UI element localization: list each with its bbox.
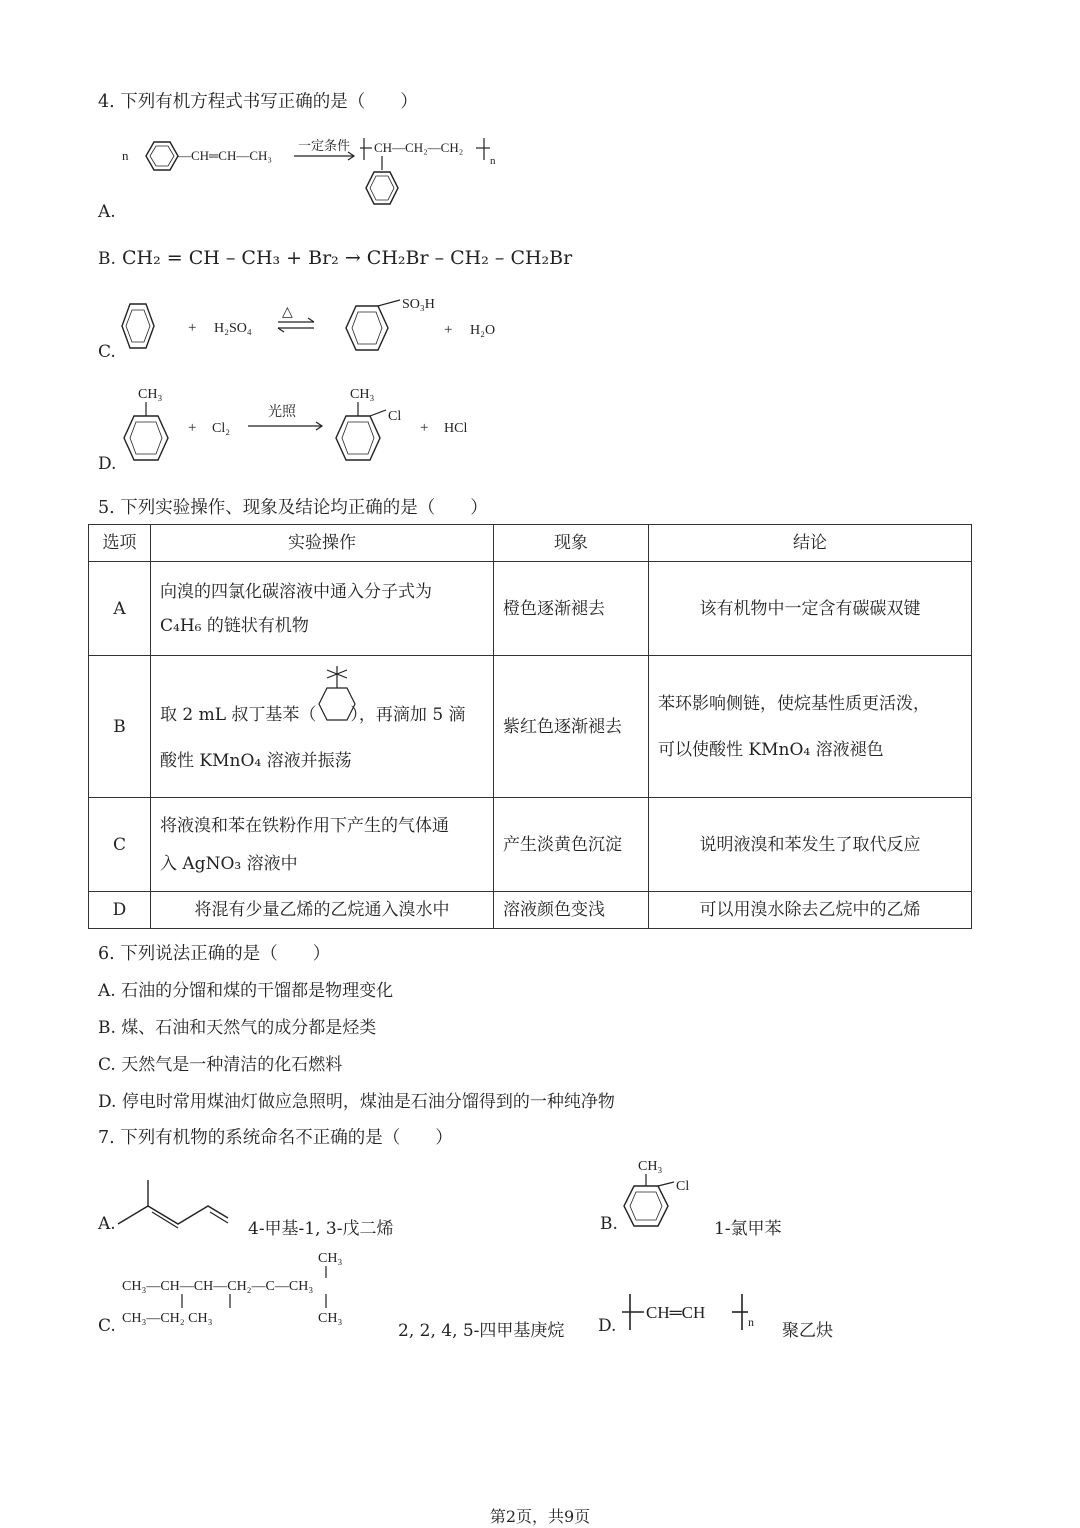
table-row: C 将液溴和苯在铁粉作用下产生的气体通 入 AgNO₃ 溶液中 产生淡黄色沉淀 说明液溴和苯发生了取代反应 bbox=[89, 798, 972, 892]
svg-text:CH₃: CH₃ bbox=[318, 1251, 343, 1266]
svg-text:HCl: HCl bbox=[444, 421, 468, 436]
q4-a-sub-n: n bbox=[490, 155, 496, 167]
q6-stem: 6. 下列说法正确的是（ ） bbox=[98, 944, 331, 964]
q4-stem: 4. 下列有机方程式书写正确的是（ ） bbox=[98, 92, 418, 112]
svg-text:+: + bbox=[188, 320, 197, 336]
table-row: D 将混有少量乙烯的乙烷通入溴水中 溶液颜色变浅 可以用溴水除去乙烷中的乙烯 bbox=[89, 892, 972, 929]
q6-option-c: C. 天然气是一种清洁的化石燃料 bbox=[98, 1055, 343, 1075]
q7-option-a-label: A. bbox=[98, 1214, 116, 1234]
svg-text:+: + bbox=[188, 420, 197, 436]
q4-option-a-diagram bbox=[118, 128, 518, 220]
q6-option-b: B. 煤、石油和天然气的成分都是烃类 bbox=[98, 1018, 377, 1038]
svg-text:CH₃—CH—CH—CH₂—C—CH₃: CH₃—CH—CH—CH₂—C—CH₃ bbox=[122, 1279, 314, 1294]
svg-text:光照: 光照 bbox=[268, 405, 296, 420]
q6-option-d: D. 停电时常用煤油灯做应急照明，煤油是石油分馏得到的一种纯净物 bbox=[98, 1092, 615, 1112]
q5-experiment-table bbox=[88, 524, 972, 929]
svg-text:SO₃H: SO₃H bbox=[402, 297, 435, 312]
benzene-ring-icon bbox=[336, 416, 380, 460]
svg-text:CH₃—CH₂ CH₃: CH₃—CH₂ CH₃ bbox=[122, 1311, 213, 1326]
q7-a-skeletal-structure bbox=[118, 1180, 228, 1230]
q4-option-d-diagram bbox=[118, 382, 498, 472]
q4-option-b-equation: CH₂ = CH – CH₃ + Br₂ → CH₂Br – CH₂ – CH₂Br bbox=[122, 247, 573, 269]
q4-option-a-label: A. bbox=[98, 202, 116, 222]
header-option: 选项 bbox=[89, 525, 151, 562]
svg-text:Cl: Cl bbox=[676, 1179, 690, 1194]
q5-stem: 5. 下列实验操作、现象及结论均正确的是（ ） bbox=[98, 498, 488, 518]
q7-stem: 7. 下列有机物的系统命名不正确的是（ ） bbox=[98, 1128, 453, 1148]
svg-text:Cl₂: Cl₂ bbox=[212, 421, 231, 436]
svg-text:+: + bbox=[444, 322, 453, 338]
table-header-row bbox=[89, 525, 972, 562]
q4-option-d-label: D. bbox=[98, 454, 117, 474]
q7-d-structure bbox=[622, 1290, 772, 1334]
benzene-ring-icon bbox=[366, 172, 398, 204]
q7-b-structure bbox=[622, 1154, 702, 1234]
svg-text:H₂O: H₂O bbox=[470, 323, 496, 338]
svg-text:Cl: Cl bbox=[388, 409, 402, 424]
tert-butylbenzene-icon bbox=[317, 664, 357, 726]
q4-a-product: CH—CH₂—CH₂ bbox=[374, 140, 464, 155]
svg-text:H₂SO₄: H₂SO₄ bbox=[214, 321, 252, 336]
q7-c-structure bbox=[122, 1246, 392, 1332]
q7-option-d-label: D. bbox=[598, 1316, 617, 1336]
q6-option-a: A. 石油的分馏和煤的干馏都是物理变化 bbox=[98, 981, 394, 1001]
q4-a-reactant: —CH═CH—CH₃ bbox=[178, 148, 272, 163]
header-phenomenon: 现象 bbox=[494, 525, 649, 562]
page-footer: 第2页，共9页 bbox=[489, 1507, 591, 1526]
q4-option-b-label: B. bbox=[98, 249, 116, 269]
benzene-ring-icon bbox=[122, 304, 154, 348]
q7-option-b-label: B. bbox=[600, 1214, 618, 1234]
q7-option-a-name: 4-甲基-1, 3-戊二烯 bbox=[248, 1219, 394, 1239]
q7-option-c-name: 2, 2, 4, 5-四甲基庚烷 bbox=[398, 1321, 565, 1341]
svg-text:CH₃: CH₃ bbox=[638, 1159, 663, 1174]
svg-text:CH₃: CH₃ bbox=[138, 387, 163, 402]
q4-option-c-diagram bbox=[118, 294, 518, 358]
heat-icon: △ bbox=[282, 305, 293, 320]
q7-option-d-name: 聚乙炔 bbox=[782, 1321, 833, 1341]
q7-option-c-label: C. bbox=[98, 1316, 116, 1336]
svg-text:CH₃: CH₃ bbox=[350, 387, 375, 402]
header-operation: 实验操作 bbox=[151, 525, 494, 562]
benzene-ring-icon bbox=[124, 416, 168, 460]
header-conclusion: 结论 bbox=[649, 525, 972, 562]
q4-option-c-label: C. bbox=[98, 342, 116, 362]
svg-text:CH₃: CH₃ bbox=[318, 1311, 343, 1326]
q4-a-coef: n bbox=[122, 148, 129, 163]
table-row: B 取 2 mL 叔丁基苯（ ），再滴加 5 滴 酸性 KMnO₄ 溶液并振荡 紫红色逐渐褪去 苯环影响侧链，使烷基性质更活泼， 可以使酸性 KMnO₄ 溶液褪色 bbox=[89, 656, 972, 798]
svg-text:+: + bbox=[420, 420, 429, 436]
q4-a-condition: 一定条件 bbox=[298, 138, 351, 153]
svg-text:CH═CH: CH═CH bbox=[646, 1303, 706, 1322]
svg-text:n: n bbox=[748, 1315, 754, 1329]
q7-option-b-name: 1-氯甲苯 bbox=[714, 1219, 782, 1239]
table-row: A 向溴的四氯化碳溶液中通入分子式为 C₄H₆ 的链状有机物 橙色逐渐褪去 该有机物中一定含有碳碳双键 bbox=[89, 562, 972, 656]
